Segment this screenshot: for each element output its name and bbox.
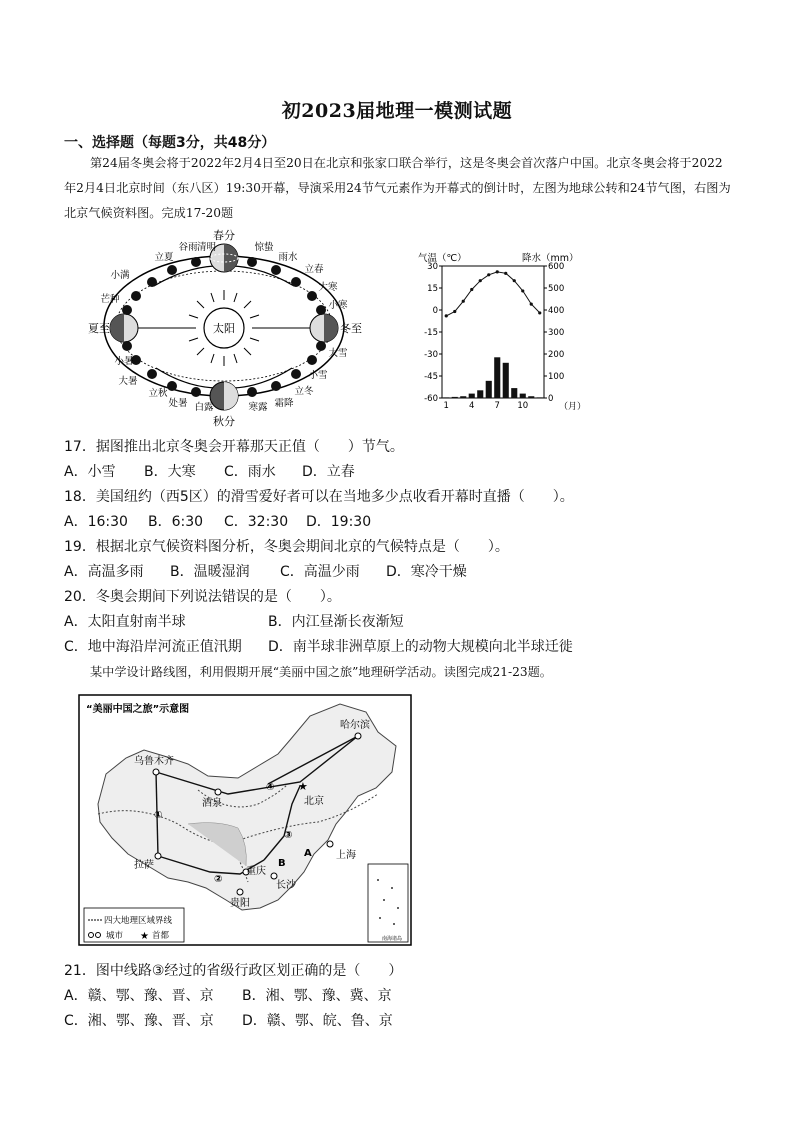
arrow-spring [154,266,214,286]
earth-autumn-icon [210,382,238,410]
marker-1: ① [154,810,163,821]
precip-bar [486,381,492,398]
label-daxue: 大雪 [328,348,348,359]
city-harbin-label: 哈尔滨 [340,720,370,731]
x-tick-label: 1 [443,401,449,411]
precip-bar [494,357,500,398]
label-winter: 冬至 [340,322,362,335]
city-chongqing-label: 重庆 [246,866,266,877]
label-chushu: 处暑 [168,398,188,409]
city-harbin-dot [355,733,361,739]
precip-bar [511,388,517,398]
temperature-point [479,279,482,282]
temperature-point [496,270,499,273]
page-title: 初2023届地理一模测试题 [281,100,513,122]
label-lichun: 立春 [304,264,324,275]
precip-bar [537,397,543,398]
q20-option-a[interactable]: A．太阳直射南半球 [64,614,186,630]
temperature-point [487,273,490,276]
label-hanlu: 寒露 [248,402,268,413]
label-xiaoman: 小满 [110,270,130,281]
label-guyu: 谷雨 [178,242,198,253]
marker-4: ④ [266,782,275,793]
q17-option-c[interactable]: C．雨水 [224,464,276,480]
city-changsha-dot [271,873,277,879]
label-xiaoxue: 小雪 [308,370,328,381]
precip-bar [469,394,475,398]
x-tick-label: 10 [517,401,529,411]
q18-option-d[interactable]: D．19:30 [306,514,372,530]
label-lixia: 立夏 [154,252,174,263]
chart-xlabel: （月） [559,402,587,412]
marker-a: A [304,848,312,859]
question-20: 20．冬奥会期间下列说法错误的是（ ）。 [64,589,341,605]
legend-city-label: 城市 [106,931,124,941]
q19-option-c[interactable]: C．高温少雨 [280,564,360,580]
temperature-point [530,303,533,306]
sun-label: 太阳 [213,322,235,335]
chart-ylabel-right: 降水（mm） [522,253,579,264]
precip-bar [503,363,509,398]
left-tick-label: 0 [432,306,438,316]
question-19: 19．根据北京气候资料图分析，冬奥会期间北京的气候特点是（ ）。 [64,539,509,555]
x-tick-label: 7 [494,401,500,411]
earth-summer-icon [110,314,138,342]
map-title: “美丽中国之旅”示意图 [86,704,190,715]
temperature-point [521,289,524,292]
precip-bar [520,394,526,398]
q20-option-c[interactable]: C．地中海沿岸河流正值汛期 [64,639,242,655]
legend-city-dot [89,933,94,938]
city-changsha-label: 长沙 [276,880,296,891]
label-bailu: 白露 [194,402,214,413]
right-tick-label: 200 [548,350,565,360]
precip-bar [452,397,458,398]
precip-bar [477,390,483,398]
south-sea-inset [368,864,408,942]
question-21: 21．图中线路③经过的省级行政区划正确的是（ ） [64,963,403,979]
city-shanghai-label: 上海 [336,850,356,861]
route-map [78,694,412,946]
precip-bar [528,396,534,398]
q20-option-d[interactable]: D．南半球非洲草原上的动物大规模向北半球迁徙 [268,639,573,655]
right-tick-label: 600 [548,262,565,272]
left-tick-label: -45 [424,372,438,382]
q20-option-b[interactable]: B．内江昼渐长夜渐短 [268,614,404,630]
orbit-diagram [84,228,384,428]
legend-boundary-label: 四大地理区域界线 [104,916,173,926]
capital-star-icon: ★ [298,780,308,793]
temperature-point [504,272,507,275]
left-tick-label: -30 [424,350,438,360]
label-lidong: 立冬 [294,386,314,397]
legend-city-dot-2 [96,933,101,938]
section-heading: 一、选择题（每题3分，共48分） [64,135,276,151]
arrow-autumn-winter [234,368,292,388]
q17-option-a[interactable]: A．小雪 [64,464,116,480]
left-tick-label: -15 [424,328,438,338]
question-17: 17．据图推出北京冬奥会开幕那天正值（ ）节气。 [64,439,404,455]
chart-plot-frame [442,266,544,398]
south-sea-label: 南海诸岛 [382,936,403,942]
passage-1: 第24届冬奥会将于2022年2月4日至20日在北京和张家口联合举行，这是冬奥会首次落户中国。北京冬奥会将于2022年2月4日北京时间（东八区）19:30开幕，导演采用24节气元素作为开幕式的倒计时，左图为地球公转和24节气图，右图为北京气候资料图。完成17-20题 [64,156,731,220]
city-jiuquan-dot [215,789,221,795]
label-summer: 夏至 [88,322,110,335]
right-tick-label: 400 [548,306,565,316]
q21-option-c[interactable]: C．湘、鄂、豫、晋、京 [64,1013,214,1029]
city-beijing-label: 北京 [304,796,324,807]
label-autumn: 秋分 [213,415,235,428]
label-liqiu: 立秋 [148,388,168,399]
city-lhasa-dot [155,853,161,859]
precip-bar [443,397,449,398]
city-jiuquan-label: 酒泉 [202,798,222,809]
left-tick-label: -60 [424,394,438,404]
city-guiyang-label: 贵阳 [230,898,250,909]
q18-option-b[interactable]: B．6:30 [148,514,204,530]
city-lhasa-label: 拉萨 [134,860,154,871]
passage-2: 某中学设计路线图，利用假期开展“美丽中国之旅”地理研学活动。读图完成21-23题。 [90,665,552,679]
temperature-line [446,272,540,316]
legend-star-icon: ★ [140,931,149,942]
q19-option-a[interactable]: A．高温多雨 [64,564,144,580]
q21-option-d[interactable]: D．赣、鄂、皖、鲁、京 [242,1013,393,1029]
q17-option-d[interactable]: D．立春 [302,464,355,480]
temperature-point [470,288,473,291]
left-tick-label: 15 [427,284,438,294]
legend-capital-label: 首都 [152,931,170,941]
q18-option-a[interactable]: A．16:30 [64,514,128,530]
q21-option-a[interactable]: A．赣、鄂、豫、晋、京 [64,988,214,1004]
city-urumqi-dot [153,769,159,775]
chart-ylabel-left: 气温（℃） [418,253,467,264]
arrow-winter-spring [234,266,294,286]
label-shuangjiang: 霜降 [274,398,294,409]
left-tick-label: 30 [427,262,438,272]
q19-option-b[interactable]: B．温暖湿润 [170,564,250,580]
temperature-point [462,300,465,303]
right-tick-label: 0 [548,394,554,404]
marker-2: ② [214,874,223,885]
label-xiaoshu: 小暑 [114,356,134,367]
marker-3: ③ [284,830,293,841]
right-tick-label: 500 [548,284,565,294]
q17-option-b[interactable]: B．大寒 [144,464,196,480]
label-jingzhe: 惊蛰 [254,242,274,253]
temperature-point [538,311,541,314]
label-spring: 春分 [213,229,235,242]
question-18: 18．美国纽约（西5区）的滑雪爱好者可以在当地多少点收看开幕时直播（ ）。 [64,489,574,505]
label-dahan: 大寒 [318,282,338,293]
climate-chart [412,250,592,412]
right-tick-label: 100 [548,372,565,382]
city-urumqi-label: 乌鲁木齐 [134,756,174,767]
label-mangzhong: 芒种 [100,294,120,305]
precip-bar [460,396,466,398]
city-shanghai-dot [327,841,333,847]
marker-b: B [278,858,286,869]
x-tick-label: 4 [469,401,475,411]
label-yushui: 雨水 [278,252,298,263]
temperature-point [453,310,456,313]
label-qingming: 清明 [196,242,216,253]
q18-option-c[interactable]: C．32:30 [224,514,289,530]
q21-option-b[interactable]: B．湘、鄂、豫、冀、京 [242,988,392,1004]
earth-winter-icon [310,314,338,342]
temperature-point [513,279,516,282]
arrow-summer-autumn [156,368,214,388]
q19-option-d[interactable]: D．寒冷干燥 [386,564,467,580]
label-xiaohan: 小寒 [328,300,348,311]
temperature-point [445,314,448,317]
city-guiyang-dot [237,889,243,895]
label-dashu: 大暑 [118,376,138,387]
right-tick-label: 300 [548,328,565,338]
